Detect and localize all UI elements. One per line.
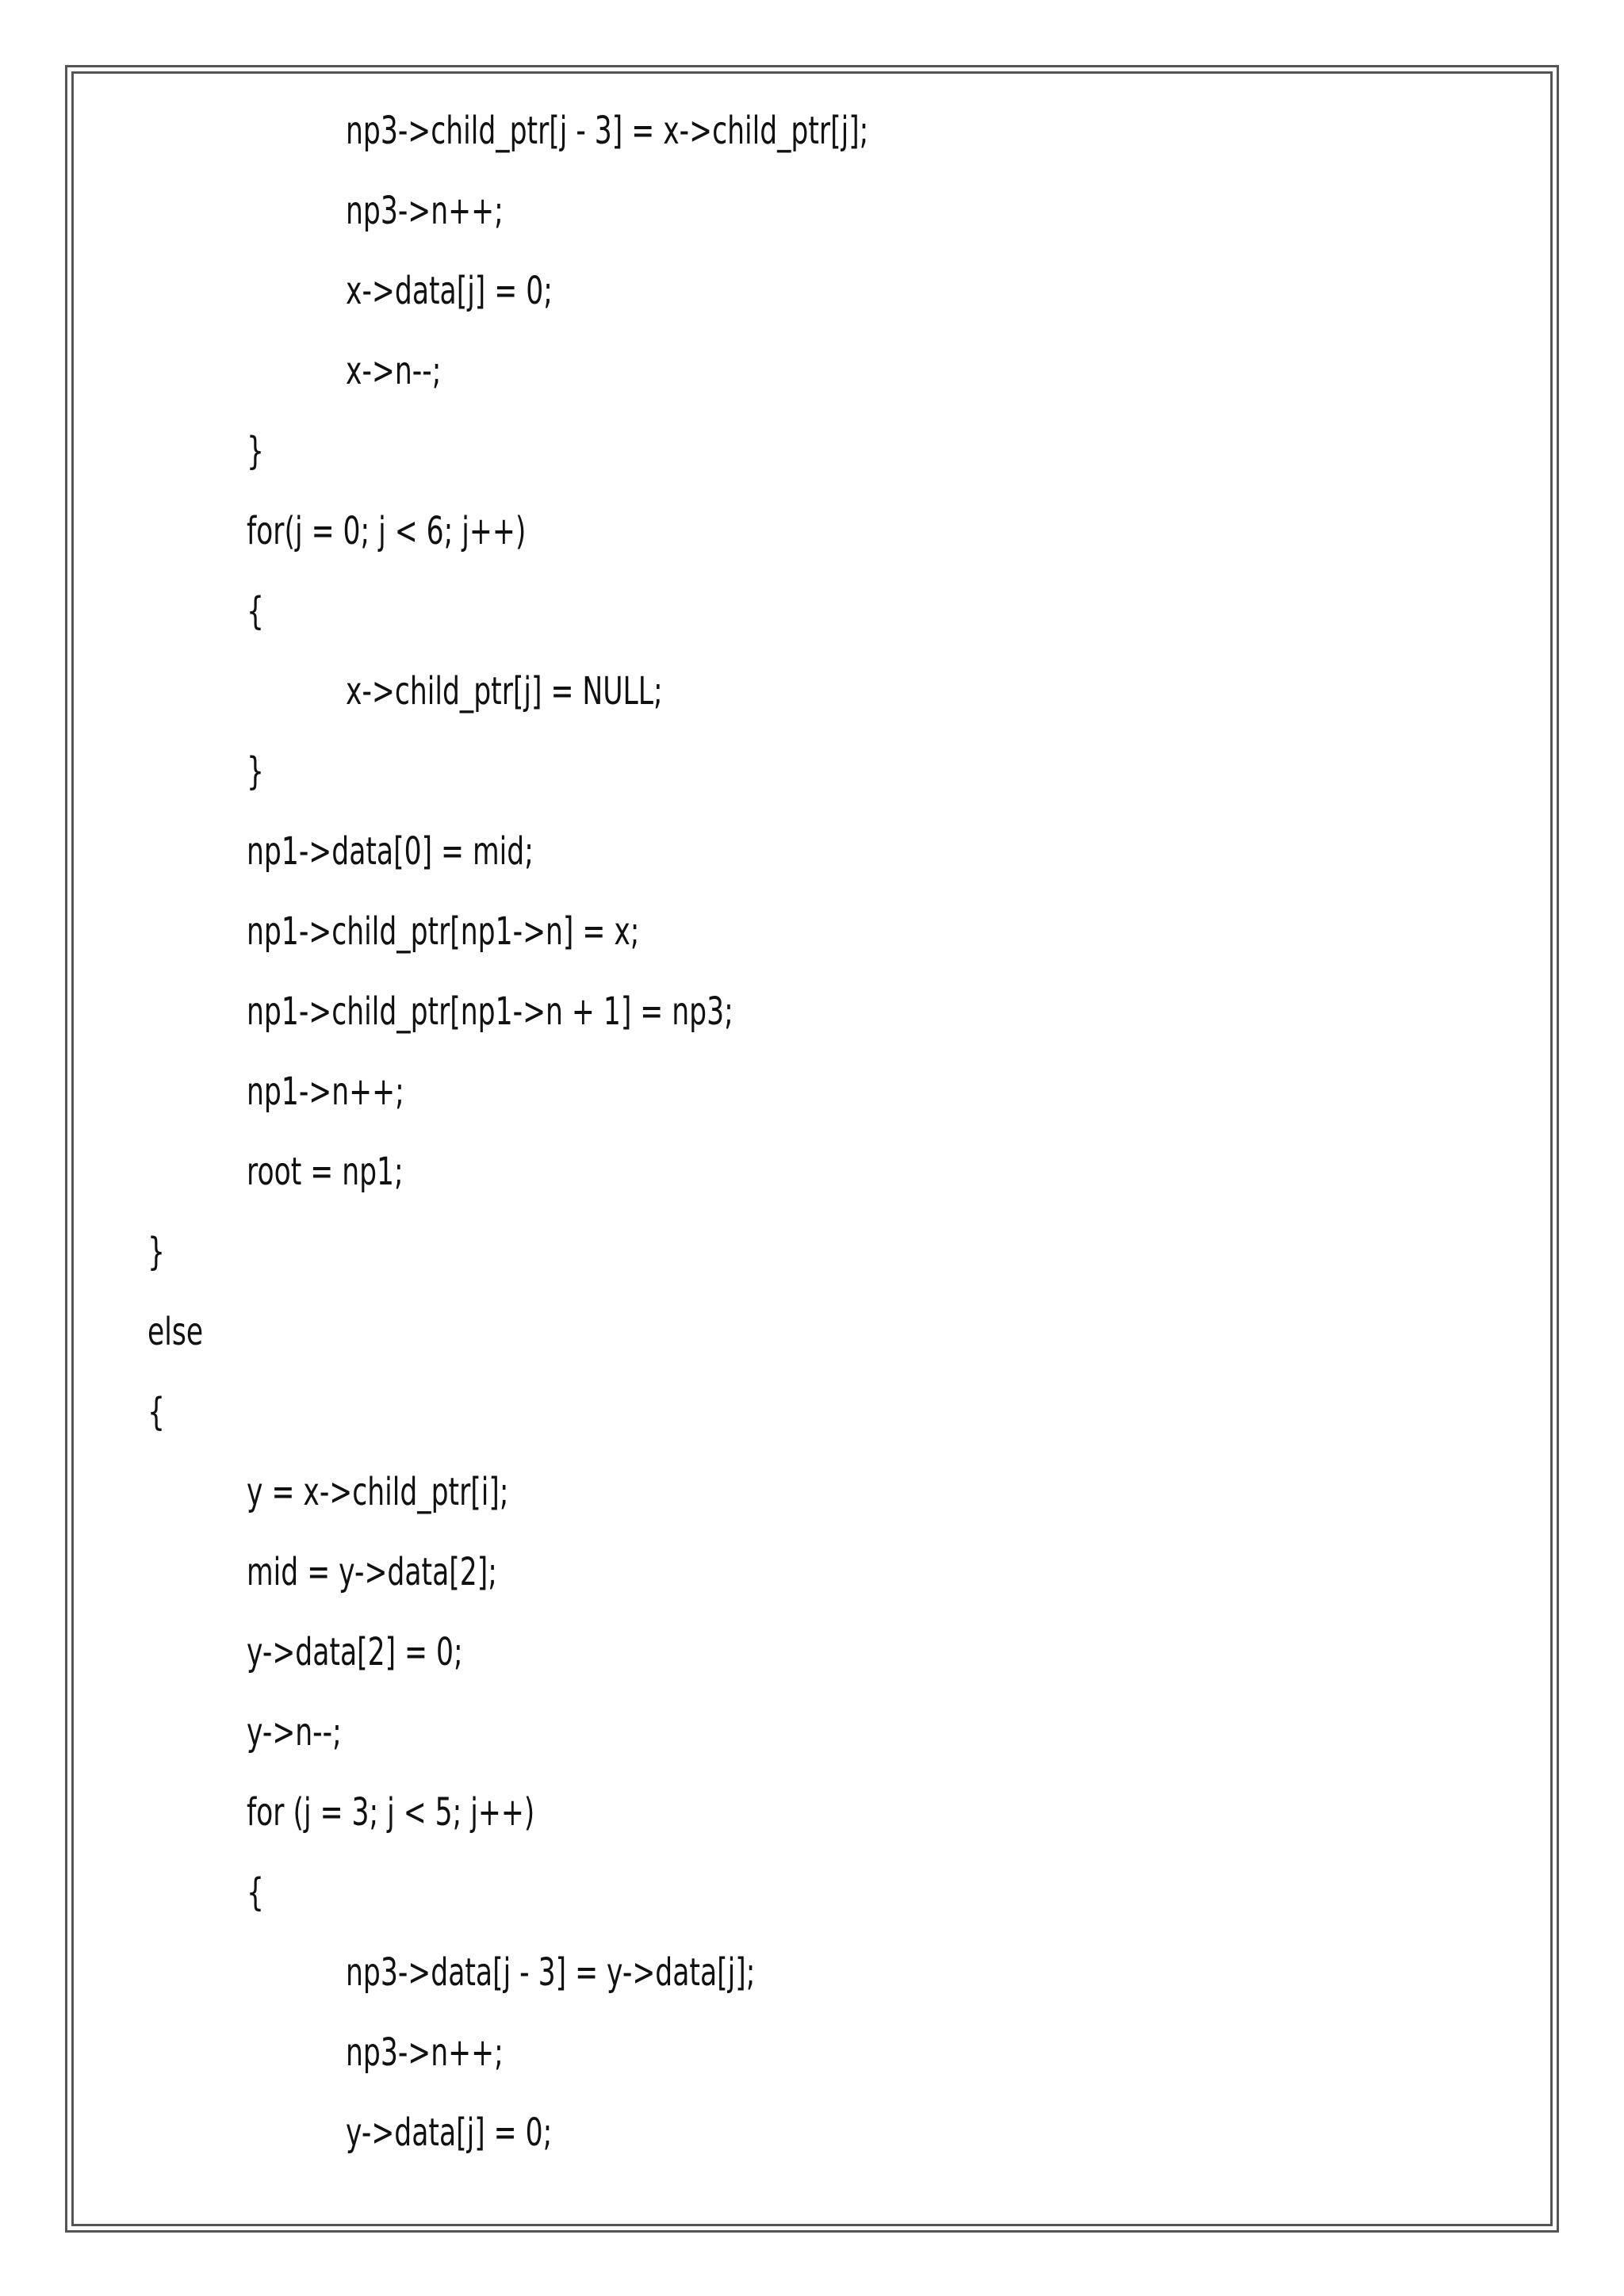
code-line-23: { <box>247 1870 264 1915</box>
code-line-5: } <box>247 429 264 473</box>
code-line-7: { <box>247 589 264 633</box>
code-line-24: np3->data[j - 3] = y->data[j]; <box>346 1950 756 1995</box>
code-line-25: np3->n++; <box>346 2030 504 2075</box>
code-line-15: } <box>147 1230 165 1274</box>
code-line-26: y->data[j] = 0; <box>346 2110 553 2155</box>
code-line-4: x->n--; <box>346 349 442 393</box>
code-line-18: y = x->child_ptr[i]; <box>247 1470 509 1514</box>
code-line-1: np3->child_ptr[j - 3] = x->child_ptr[j]; <box>346 109 869 153</box>
code-line-16: else <box>147 1310 204 1354</box>
code-line-8: x->child_ptr[j] = NULL; <box>346 669 663 714</box>
code-line-14: root = np1; <box>247 1150 404 1194</box>
code-line-13: np1->n++; <box>247 1070 404 1114</box>
code-line-21: y->n--; <box>247 1710 342 1755</box>
code-line-3: x->data[j] = 0; <box>346 269 553 313</box>
code-line-6: for(j = 0; j < 6; j++) <box>247 509 527 553</box>
code-line-19: mid = y->data[2]; <box>247 1550 497 1594</box>
code-line-11: np1->child_ptr[np1->n] = x; <box>247 909 640 954</box>
code-line-20: y->data[2] = 0; <box>247 1630 463 1674</box>
code-line-17: { <box>147 1390 165 1434</box>
code-line-2: np3->n++; <box>346 189 504 233</box>
code-line-9: } <box>247 749 264 794</box>
code-line-12: np1->child_ptr[np1->n + 1] = np3; <box>247 989 733 1034</box>
code-line-22: for (j = 3; j < 5; j++) <box>247 1790 535 1835</box>
code-line-10: np1->data[0] = mid; <box>247 829 534 874</box>
